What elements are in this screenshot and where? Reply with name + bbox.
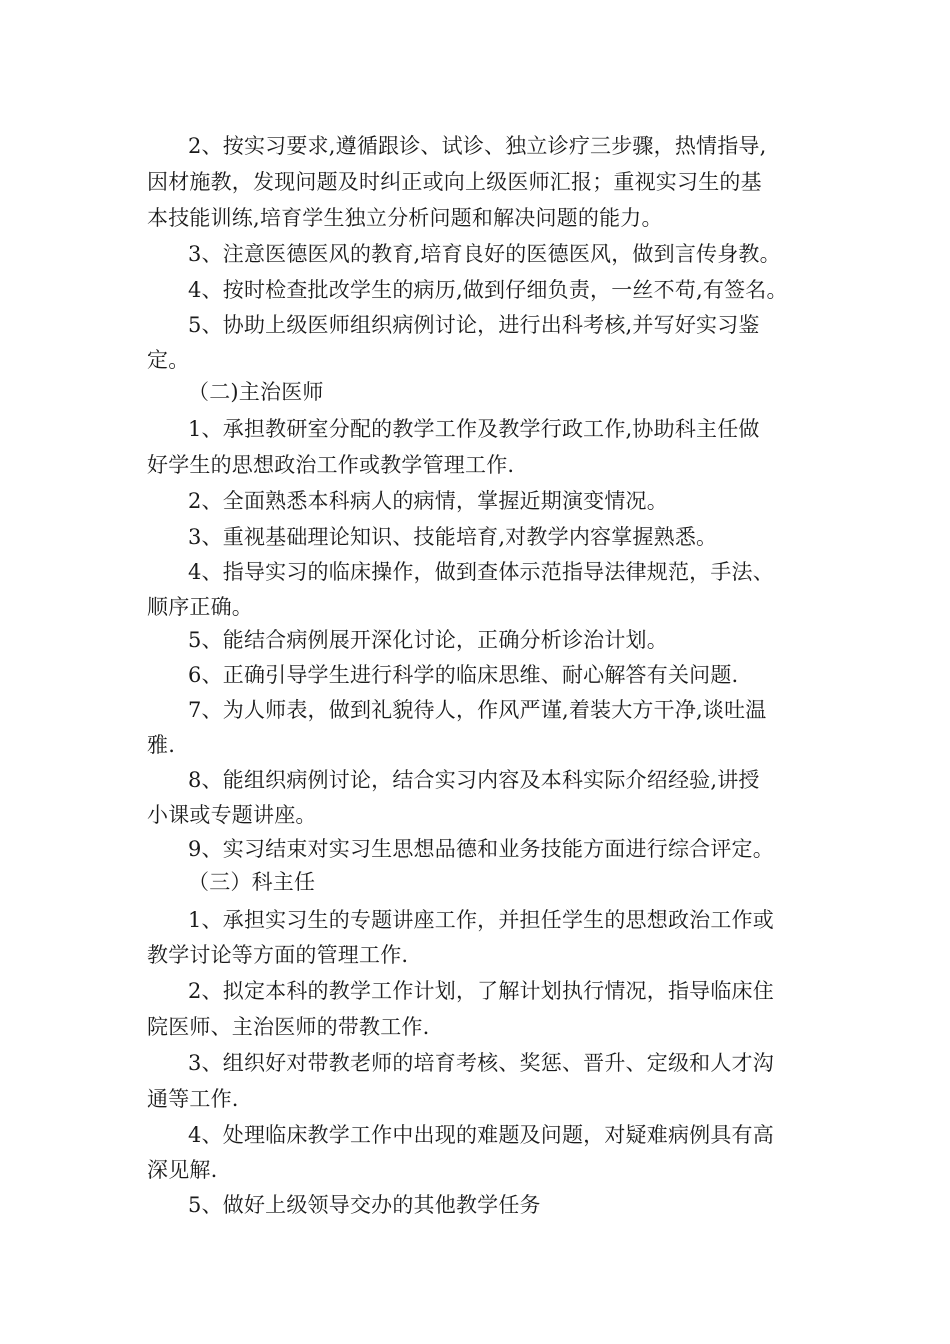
text-line: 6、正确引导学生进行科学的临床思维、耐心解答有关问题. [188, 663, 739, 687]
text-line: 3、注意医德医风的教育,培育良好的医德医风，做到言传身教。 [188, 242, 781, 266]
text-line: 顺序正确。 [147, 595, 253, 619]
text-line: 雅. [147, 733, 176, 757]
text-line: 2、拟定本科的教学工作计划，了解计划执行情况，指导临床住 [188, 979, 774, 1003]
text-line: 3、组织好对带教老师的培育考核、奖惩、晋升、定级和人才沟 [188, 1051, 774, 1075]
text-line: 2、按实习要求,遵循跟诊、试诊、独立诊疗三步骤，热情指导, [188, 134, 767, 158]
text-line: 教学讨论等方面的管理工作. [147, 943, 409, 967]
text-line: 院医师、主治医师的带教工作. [147, 1015, 430, 1039]
text-line: 1、承担实习生的专题讲座工作，并担任学生的思想政治工作或 [188, 908, 774, 932]
text-line: 深见解. [147, 1158, 218, 1182]
text-line: 9、实习结束对实习生思想品德和业务技能方面进行综合评定。 [188, 837, 774, 861]
text-line: 通等工作. [147, 1087, 239, 1111]
text-line: 5、能结合病例展开深化讨论，正确分析诊治计划。 [188, 628, 668, 652]
text-line: 4、指导实习的临床操作，做到查体示范指导法律规范，手法、 [188, 560, 774, 584]
text-line: 4、处理临床教学工作中出现的难题及问题，对疑难病例具有高 [188, 1123, 774, 1147]
text-line: 小课或专题讲座。 [147, 803, 317, 827]
section-heading: （二)主治医师 [188, 380, 324, 404]
text-line: 定。 [147, 348, 190, 372]
text-line: 5、协助上级医师组织病例讨论，进行出科考核,并写好实习鉴 [188, 313, 760, 337]
text-line: 因材施教，发现问题及时纠正或向上级医师汇报；重视实习生的基 [147, 170, 762, 194]
text-line: 4、按时检查批改学生的病历,做到仔细负责，一丝不苟,有签名。 [188, 278, 788, 302]
text-line: 本技能训练,培育学生独立分析问题和解决问题的能力。 [147, 206, 663, 230]
text-line: 7、为人师表，做到礼貌待人，作风严谨,着装大方干净,谈吐温 [188, 698, 767, 722]
text-line: 好学生的思想政治工作或教学管理工作. [147, 453, 515, 477]
text-line: 2、全面熟悉本科病人的病情，掌握近期演变情况。 [188, 489, 668, 513]
text-line: 3、重视基础理论知识、技能培育,对教学内容掌握熟悉。 [188, 525, 718, 549]
text-line: 8、能组织病例讨论，结合实习内容及本科实际介绍经验,讲授 [188, 768, 760, 792]
text-line: 5、做好上级领导交办的其他教学任务 [188, 1193, 541, 1217]
section-heading: （三）科主任 [188, 870, 316, 894]
text-line: 1、承担教研室分配的教学工作及教学行政工作,协助科主任做 [188, 417, 760, 441]
